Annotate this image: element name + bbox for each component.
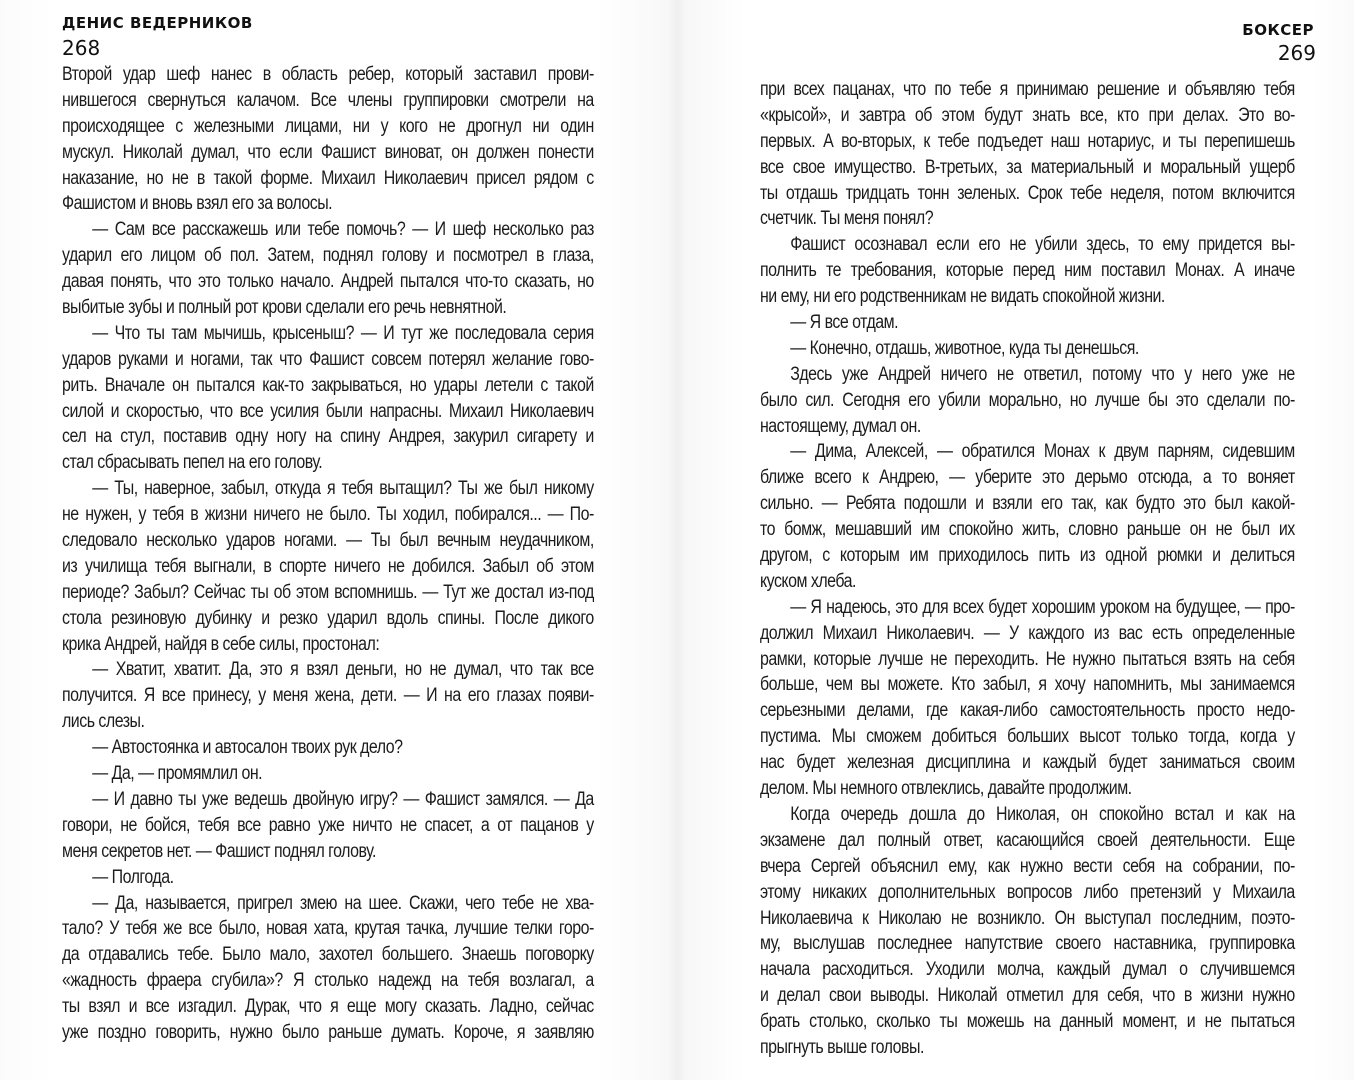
right-page bbox=[677, 0, 1354, 1080]
text-line: все свое имущество. В-третьих, за материальный и моральный ущерб bbox=[760, 156, 1295, 178]
text-line: сел на стул, поставив одну ногу на спину Андрея, закурил сигарету и bbox=[62, 426, 594, 448]
running-head-title: БОКСЕР bbox=[1242, 21, 1314, 39]
text-line: — Конечно, отдашь, животное, куда ты денешься. bbox=[790, 337, 1139, 359]
text-line: — Да, называется, пригрел змею на шее. Скажи, чего тебе не хва- bbox=[92, 892, 594, 914]
text-line: стал сбрасывать пепел на его голову. bbox=[62, 452, 323, 474]
text-line: Фашист осознавал если его не убили здесь, то ему придется вы- bbox=[790, 234, 1295, 256]
text-line: — Ты, наверное, забыл, откуда я тебя вытащил? Ты же был никому bbox=[92, 478, 594, 500]
text-line: прыгнуть выше головы. bbox=[760, 1036, 924, 1058]
text-line: вчера Сергей объяснил ему, как нужно вести себя на собрании, по- bbox=[760, 855, 1295, 877]
text-line: получится. Я все принесу, у меня жена, дети. — И на его глазах появи- bbox=[62, 685, 594, 707]
text-line: рить. Вначале он пытался как-то закрываться, но удары летели с такой bbox=[62, 374, 594, 396]
running-head-author: ДЕНИС ВЕДЕРНИКОВ bbox=[62, 14, 253, 32]
text-line: тало? У тебя же все было, новая хата, крутая тачка, лучшие телки горо- bbox=[62, 918, 594, 940]
text-line: силой и скоростью, что все усилия были напрасны. Михаил Николаевич bbox=[62, 400, 594, 422]
text-line: периоде? Забыл? Сейчас ты об этом вспомнишь. — Тут же достал из-под bbox=[62, 581, 594, 603]
text-line: начала расходиться. Уходили молча, каждый думал о случившемся bbox=[760, 959, 1295, 981]
text-line: из училища тебя выгнали, в спорте ничего не добился. Забыл об этом bbox=[62, 555, 594, 577]
text-line: не нужен, у тебя в жизни ничего не было. Ты ходил, побирался... — По- bbox=[62, 504, 594, 526]
page-body-text bbox=[760, 77, 1295, 1061]
text-line: давая понять, что это только начало. Андрей пытался что-то сказать, но bbox=[62, 271, 594, 293]
text-line: должил Михаил Николаевич. — У каждого из вас есть определенные bbox=[760, 622, 1295, 644]
text-line: да отдавались тебе. Было мало, захотел большего. Знаешь поговорку bbox=[62, 944, 594, 966]
text-line: Николаевича к Николаю не возникло. Он выступал последним, поэто- bbox=[760, 907, 1295, 929]
text-line: крика Андрей, найдя в себе силы, простонал: bbox=[62, 633, 380, 655]
text-line: ударов руками и ногами, так что Фашист совсем потерял желание гово- bbox=[62, 348, 594, 370]
text-line: — Я все отдам. bbox=[790, 312, 899, 334]
text-line: настоящему, думал он. bbox=[760, 415, 921, 437]
text-line: му, выслушав последнее напутствие своего наставника, группировка bbox=[760, 933, 1295, 955]
text-line: первых. А во-вторых, к тебе подъедет наш нотариус, и ты перепишешь bbox=[760, 130, 1295, 152]
text-line: счетчик. Ты меня понял? bbox=[760, 208, 934, 230]
text-line: нившегося свернуться калачом. Все члены группировки смотрели на bbox=[62, 89, 594, 111]
text-line: нас будет железная дисциплина и каждый будет заниматься своим bbox=[760, 752, 1295, 774]
text-line: — Я надеюсь, это для всех будет хорошим уроком на будущее, — про- bbox=[790, 596, 1295, 618]
text-line: «крысой», и завтра об этом будут знать все, кто при делах. Это во- bbox=[760, 104, 1295, 126]
text-line: выбитые зубы и полный рот крови сделали его речь невнятной. bbox=[62, 297, 507, 319]
text-line: — Автостоянка и автосалон твоих рук дело? bbox=[92, 737, 403, 759]
text-line: — Сам все расскажешь или тебе помочь? — И шеф несколько раз bbox=[92, 219, 594, 241]
page-body-text bbox=[62, 62, 594, 1046]
text-line: Второй удар шеф нанес в область ребер, который заставил прови- bbox=[62, 64, 594, 85]
text-line: лись слезы. bbox=[62, 711, 145, 733]
text-line: то бомж, мешавший им спокойно жить, словно раньше он не был их bbox=[760, 519, 1295, 541]
text-line: экзамене дал полный ответ, касающийся своей деятельности. Еще bbox=[760, 829, 1295, 851]
text-line: «жадность фраера сгубила»? Я столько надежд на тебя возлагал, а bbox=[62, 970, 594, 992]
text-line: — Да, — промямлил он. bbox=[92, 763, 263, 785]
text-line: ты взял и все изгадил. Дурак, что я еще могу сказать. Ладно, сейчас bbox=[62, 996, 594, 1018]
text-line: пустима. Мы сможем добиться больших высот только тогда, когда у bbox=[760, 726, 1295, 748]
text-line: ударил его лицом об пол. Затем, поднял голову и посмотрел в глаза, bbox=[62, 245, 594, 267]
text-line: — Что ты там мычишь, крысеныш? — И тут же последовала серия bbox=[92, 322, 594, 344]
text-line: при всех пацанах, что по тебе я принимаю решение и объявляю тебя bbox=[760, 79, 1295, 100]
text-line: этому никаких дополнительных вопросов либо претензий у Михаила bbox=[760, 881, 1295, 903]
book-gutter bbox=[668, 0, 686, 1080]
text-line: и делал свои выводы. Николай отметил для себя, что в жизни нужно bbox=[760, 985, 1295, 1007]
text-line: — И давно ты уже ведешь двойную игру? — Фашист замялся. — Да bbox=[92, 788, 594, 810]
text-line: брать столько, сколько ты можешь на данный момент, и не пытаться bbox=[760, 1011, 1295, 1033]
text-line: происходящее с железными лицами, ни у кого не дрогнул ни один bbox=[62, 115, 594, 137]
text-line: ни ему, ни его родственникам не видать спокойной жизни. bbox=[760, 286, 1165, 308]
text-line: сильно. — Ребята подошли и взяли его так, как будто это был какой- bbox=[760, 493, 1295, 515]
text-line: Когда очередь дошла до Николая, он спокойно встал и как на bbox=[790, 803, 1295, 825]
text-line: — Дима, Алексей, — обратился Монах к двум парням, сидевшим bbox=[790, 441, 1295, 463]
text-line: куском хлеба. bbox=[760, 570, 856, 592]
text-line: Фашистом и вновь взял его за волосы. bbox=[62, 193, 333, 215]
text-line: рамки, которые лучше не переходить. Не нужно пытаться взять на себя bbox=[760, 648, 1295, 670]
text-line: говори, не бойся, тебя все равно уже ничто не спасет, а от пацанов у bbox=[62, 814, 594, 836]
text-line: полнить те требования, которые перед ним поставил Монах. А иначе bbox=[760, 260, 1295, 282]
text-line: мускул. Николай думал, что если Фашист виноват, он должен понести bbox=[62, 141, 594, 163]
text-line: ты отдашь тридцать тонн зеленых. Срок тебе неделя, потом включится bbox=[760, 182, 1295, 204]
text-line: — Хватит, хватит. Да, это я взял деньги, но не думал, что так все bbox=[92, 659, 594, 681]
text-line: наказание, но не в такой форме. Михаил Николаевич присел рядом с bbox=[62, 167, 594, 189]
text-line: следовало несколько ударов ногами. — Ты был вечным неудачником, bbox=[62, 530, 594, 552]
text-line: меня секретов нет. — Фашист поднял голову. bbox=[62, 840, 376, 862]
page-number: 268 bbox=[62, 36, 101, 60]
text-line: делом. Мы немного отвлеклись, давайте продолжим. bbox=[760, 778, 1132, 800]
text-line: уже поздно говорить, нужно было раньше думать. Короче, я заявляю bbox=[62, 1021, 594, 1043]
text-line: ближе всего к Андрею, — уберите это дерьмо отсюда, а то воняет bbox=[760, 467, 1295, 489]
text-line: другом, с которым им приходилось пить из одной рюмки и делиться bbox=[760, 545, 1295, 567]
text-line: было сил. Сегодня его убили морально, но лучше бы это сделали по- bbox=[760, 389, 1295, 411]
text-line: больше, чем вы можете. Кто забыл, я хочу напомнить, мы занимаемся bbox=[760, 674, 1295, 696]
text-line: Здесь уже Андрей ничего не ответил, потому что у него уже не bbox=[790, 363, 1295, 385]
page-number: 269 bbox=[1277, 41, 1316, 65]
text-line: стола резиновую дубинку и резко ударил вдоль спины. После дикого bbox=[62, 607, 594, 629]
text-line: серьезными делами, где какая-либо самостоятельность просто недо- bbox=[760, 700, 1295, 722]
text-line: — Полгода. bbox=[92, 866, 174, 888]
